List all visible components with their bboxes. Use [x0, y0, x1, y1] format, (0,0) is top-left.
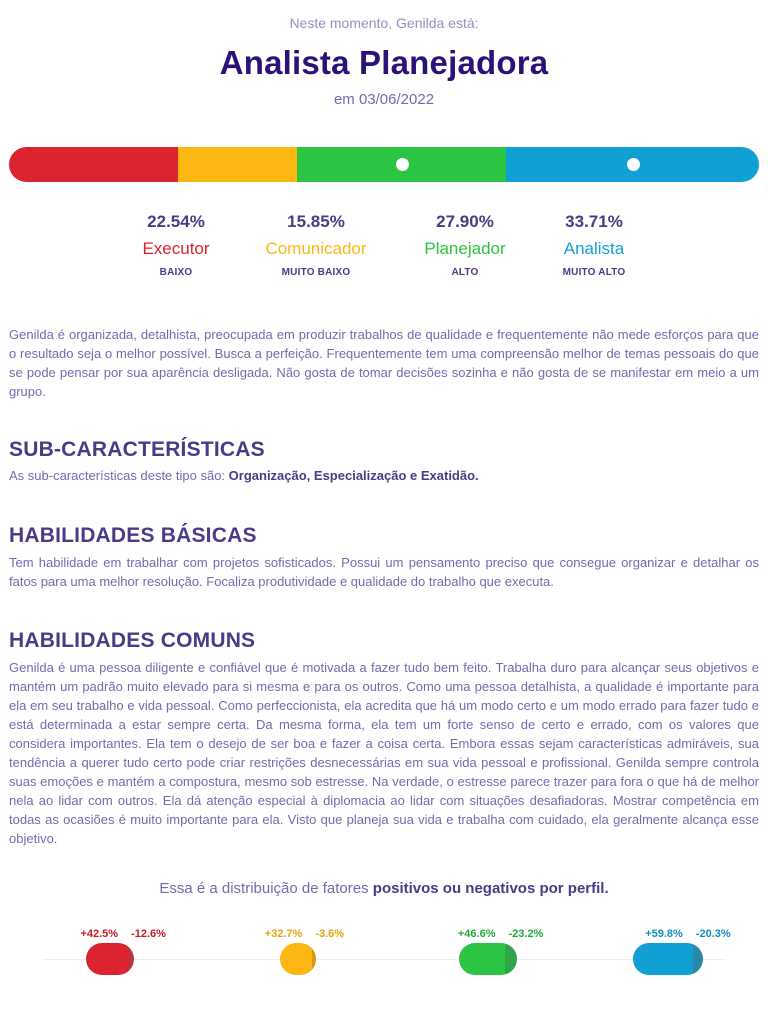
distribution-title — [0, 880, 768, 897]
sub-characteristics-items: Organização, Especialização e Exatidão. — [228, 468, 479, 483]
stat-percent: 27.90% — [436, 212, 494, 231]
profile-segment-analista — [506, 147, 759, 182]
factor-positive-label: +46.6% — [457, 928, 496, 940]
factor-positive-label: +32.7% — [264, 928, 303, 940]
basic-skills-text: Tem habilidade em trabalhar com projetos sofisticados. Possui um pensamento preciso que consegue organizar e detalhar os fatos para uma melhor resolução. Focaliza produtividade e qualidade do trabalho que executa. — [9, 555, 759, 589]
common-skills-text: Genilda é uma pessoa diligente e confiável que é motivada a fazer tudo bem feito. Trabalha duro para alcançar seus objetivos e mantém um padrão muito elevado para si mesma e para os outros. Como uma pessoa detalhista, a qualidade é importante para ela em seu trabalho e vida pessoal. Como perfeccionista, ela acredita que há um modo certo e um modo errado para fazer tudo e está determinada a estar sempre certa. Da mesma forma, ela tem um forte senso de certo e errado, com os valores que considera importantes. Ela tem o desejo de ser boa e fazer a coisa certa. Embora essas sejam características admiráveis, sua tendência a querer tudo certo pode criar restrições desnecessárias em sua vida pessoal e profissional. Genilda sempre controla suas emoções e mantém a compostura, mesmo sob estresse. Na verdade, o estresse parece trazer para fora o que há de melhor nela ao lidar com outros. Ela dá atenção especial à diplomacia ao lidar com situações desafiadoras. Mostrar competência em todas as ocasiões é muito importante para ela. Visto que planeja sua vida e trabalha com cuidado, ela geralmente alcança esse objetivo. — [9, 660, 759, 846]
factor-negative-label: -3.6% — [315, 928, 345, 940]
factor-negative-bar — [128, 943, 134, 975]
profile-date: em 03/06/2022 — [333, 91, 435, 108]
sub-characteristics-text — [9, 468, 479, 483]
profile-title: Analista Planejadora — [219, 44, 549, 81]
profile-distribution-bar — [9, 147, 759, 182]
stat-comunicador — [241, 212, 391, 278]
factor-pill — [280, 943, 317, 975]
factor-negative-label: -23.2% — [508, 928, 544, 940]
stat-name: Planejador — [424, 239, 506, 258]
profile-segment-executor — [9, 147, 178, 182]
factor-positive-bar — [633, 943, 693, 975]
sub-characteristics-prefix: As sub-características deste tipo são: — [9, 468, 229, 483]
stat-executor — [101, 212, 251, 278]
factor-positive-bar — [459, 943, 506, 975]
profile-marker-dot — [396, 158, 409, 171]
stat-analista — [519, 212, 669, 278]
profile-segment-comunicador — [178, 147, 297, 182]
stat-level: BAIXO — [159, 267, 193, 278]
stat-name: Analista — [563, 239, 625, 258]
stat-level: ALTO — [451, 267, 479, 278]
distribution-baseline — [42, 959, 726, 960]
stat-planejador — [390, 212, 540, 278]
factor-negative-bar — [505, 943, 517, 975]
factor-pill — [459, 943, 517, 975]
intro-text: Neste momento, Genilda está: — [289, 15, 479, 31]
factor-pill — [86, 943, 135, 975]
stat-name: Executor — [142, 239, 210, 258]
sub-characteristics-title: SUB-CARACTERÍSTICAS — [9, 438, 265, 461]
factor-negative-bar — [312, 943, 316, 975]
basic-skills-title: HABILIDADES BÁSICAS — [9, 524, 257, 547]
distribution-emphasis: positivos ou negativos por perfil. — [372, 880, 609, 897]
factor-pill — [633, 943, 703, 975]
stat-percent: 33.71% — [565, 212, 623, 231]
distribution-prefix: Essa é a distribuição de fatores — [159, 880, 373, 897]
factor-positive-label: +59.8% — [645, 928, 683, 940]
common-skills-title: HABILIDADES COMUNS — [9, 629, 256, 652]
stat-level: MUITO BAIXO — [281, 267, 351, 278]
stat-percent: 15.85% — [287, 212, 345, 231]
profile-segment-planejador — [297, 147, 506, 182]
factor-negative-label: -20.3% — [695, 928, 731, 940]
factor-negative-label: -12.6% — [131, 928, 166, 940]
stat-level: MUITO ALTO — [562, 267, 626, 278]
stat-name: Comunicador — [265, 239, 367, 258]
factor-positive-label: +42.5% — [80, 928, 119, 940]
factor-positive-bar — [86, 943, 129, 975]
factor-positive-bar — [280, 943, 313, 975]
stat-percent: 22.54% — [147, 212, 205, 231]
factor-negative-bar — [693, 943, 703, 975]
profile-marker-dot — [627, 158, 640, 171]
profile-description: Genilda é organizada, detalhista, preocupada em produzir trabalhos de qualidade e frequentemente não mede esforços para que o resultado seja o melhor possível. Busca a perfeição. Frequentemente tem uma compreensão melhor de temas pessoais do que se pode pensar por sua aparência desligada. Não gosta de tomar decisões sozinha e não gosta de se manifestar em meio a um grupo. — [9, 327, 759, 399]
